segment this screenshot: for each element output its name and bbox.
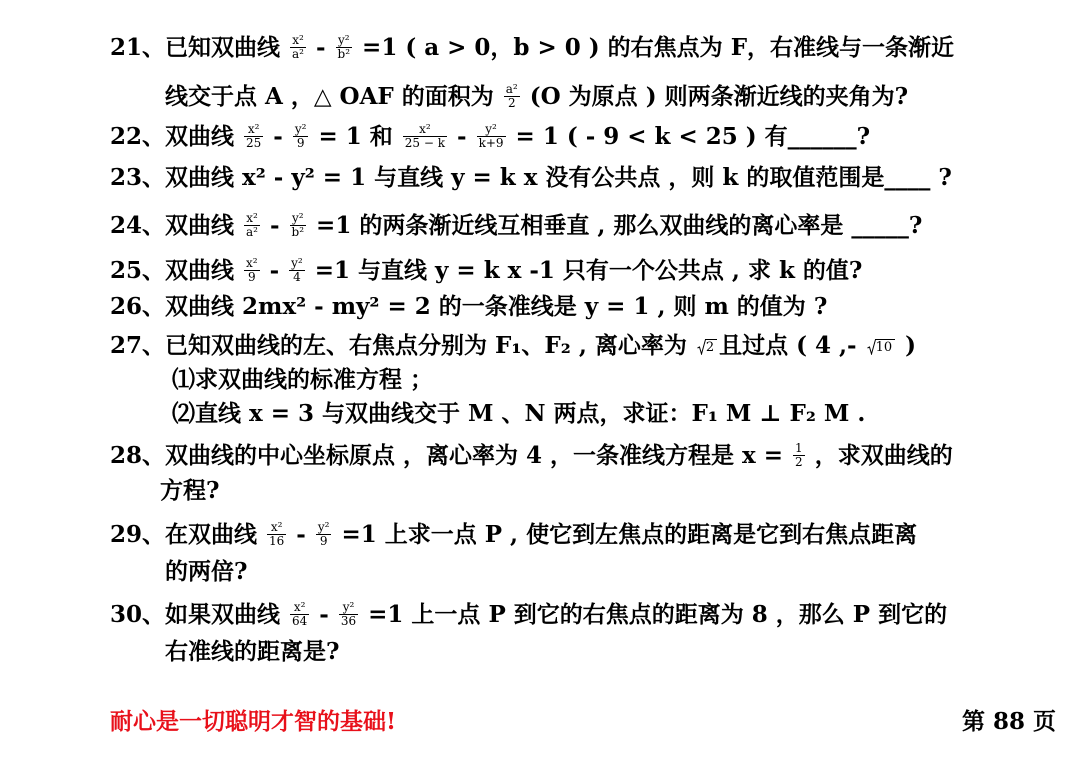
fraction xyxy=(290,34,306,61)
line-text: 28、双曲线的中心坐标原点 ，离心率为 4 ，一条准线方程是 x = xyxy=(110,442,792,469)
fraction-denominator: 25 xyxy=(246,135,262,150)
line-text: 29、在双曲线 xyxy=(110,521,266,548)
fraction-numerator: x² xyxy=(290,34,306,48)
fraction-numerator: y² xyxy=(336,34,353,48)
fraction xyxy=(504,83,520,110)
line-text: =1 与直线 y = k x -1 只有一个公共点 , 求 k 的值? xyxy=(306,257,863,284)
line-text: - xyxy=(265,123,291,150)
square-root xyxy=(697,339,717,355)
fraction xyxy=(339,601,358,628)
problem-30-line xyxy=(110,599,947,631)
fraction-denominator: 9 xyxy=(319,533,328,548)
problem-22-line xyxy=(110,121,870,153)
fraction-denominator: b² xyxy=(337,46,351,61)
fraction xyxy=(316,521,332,548)
line-text: =1 上求一点 P , 使它到左焦点的距离是它到右焦点距离 xyxy=(333,521,918,548)
line-text: 30、如果双曲线 xyxy=(110,601,289,628)
fraction-denominator: 36 xyxy=(340,613,357,628)
line-text: 线交于点 A ，△ OAF 的面积为 xyxy=(165,83,502,110)
problem-29-line xyxy=(110,519,917,551)
problem-27-part-2 xyxy=(172,398,865,430)
problem-29-line-2 xyxy=(165,556,247,588)
fraction-numerator: 1 xyxy=(795,440,803,455)
fraction-denominator: a² xyxy=(246,224,258,239)
fraction xyxy=(244,123,263,150)
line-text: 25、双曲线 xyxy=(110,257,243,284)
fraction-denominator: 9 xyxy=(247,269,256,284)
fraction-numerator: a² xyxy=(505,81,518,96)
fraction-denominator: 9 xyxy=(296,135,305,150)
fraction-numerator: y² xyxy=(477,123,506,137)
line-text: - xyxy=(288,521,314,548)
line-text: 24、双曲线 xyxy=(110,212,243,239)
fraction-numerator: y² xyxy=(294,121,307,136)
fraction-denominator: 4 xyxy=(293,269,301,284)
fraction xyxy=(477,123,506,150)
problem-26-line xyxy=(110,291,827,323)
fraction-numerator: x² xyxy=(246,255,258,270)
fraction-denominator: 2 xyxy=(507,95,516,110)
page-number: 第 88 页 xyxy=(961,708,1056,735)
fraction xyxy=(244,257,260,284)
line-text: =1 ( a > 0，b > 0 ) 的右焦点为 F，右准线与一条渐近 xyxy=(354,34,955,61)
fraction-numerator: x² xyxy=(244,123,263,137)
line-text: = 1 ( - 9 < k < 25 ) 有______? xyxy=(507,123,871,150)
line-text: ⑴求双曲线的标准方程 ； xyxy=(172,366,434,393)
radicand: 10 xyxy=(875,339,896,355)
fraction-denominator: 64 xyxy=(292,613,308,628)
square-root xyxy=(867,339,896,355)
line-text: 且过点 ( 4 ,- xyxy=(719,332,865,359)
fraction-denominator: 25 − k xyxy=(404,135,445,150)
problem-28-line xyxy=(110,440,953,472)
line-text: 23、双曲线 x² - y² = 1 与直线 y = k x 没有公共点 ，则 k 的取值范围是____ ? xyxy=(110,164,952,191)
fraction xyxy=(244,212,260,239)
problem-30-line-2 xyxy=(165,636,339,668)
line-text: (O 为原点 ) 则两条渐近线的夹角为? xyxy=(521,83,909,110)
problem-28-line-2 xyxy=(160,475,219,507)
line-text: 右准线的距离是? xyxy=(165,638,340,665)
fraction-numerator: x² xyxy=(403,123,447,137)
line-text: 21、已知双曲线 xyxy=(110,34,289,61)
line-text: - xyxy=(307,34,334,61)
fraction xyxy=(403,123,447,150)
line-text: 22、双曲线 xyxy=(110,123,243,150)
line-text: 的两倍? xyxy=(165,558,248,585)
line-text: 27、已知双曲线的左、右焦点分别为 F₁、F₂ , 离心率为 xyxy=(110,332,695,359)
problem-24-line xyxy=(110,210,922,242)
fraction-denominator: 2 xyxy=(795,454,803,469)
fraction xyxy=(793,442,805,469)
line-text: 方程? xyxy=(160,477,220,504)
fraction xyxy=(290,601,309,628)
radicand: 2 xyxy=(705,339,717,355)
fraction-numerator: y² xyxy=(339,601,358,615)
line-text: ⑵直线 x = 3 与双曲线交于 M 、N 两点，求证：F₁ M ⊥ F₂ M . xyxy=(172,400,866,427)
line-text: - xyxy=(311,601,337,628)
fraction-numerator: x² xyxy=(244,212,260,226)
fraction xyxy=(290,212,307,239)
problem-27-line xyxy=(110,330,916,362)
problem-27-part-1 xyxy=(172,364,433,396)
line-text: =1 上一点 P 到它的右焦点的距离为 8 ，那么 P 到它的 xyxy=(360,601,948,628)
fraction-denominator: 16 xyxy=(269,533,285,548)
line-text: ) xyxy=(897,332,917,359)
fraction-numerator: y² xyxy=(317,519,330,534)
line-text: = 1 和 xyxy=(310,123,401,150)
fraction-denominator: k+9 xyxy=(478,135,504,150)
fraction xyxy=(289,257,305,284)
problem-21-line-2 xyxy=(165,81,908,113)
fraction-numerator: x² xyxy=(267,521,286,535)
line-text: ，求双曲线的 xyxy=(806,442,953,469)
line-text: 26、双曲线 2mx² - my² = 2 的一条准线是 y = 1 , 则 m 的值为 ? xyxy=(110,293,828,320)
fraction-denominator: b² xyxy=(291,224,305,239)
problem-25-line xyxy=(110,255,862,287)
fraction xyxy=(293,123,309,150)
line-text: - xyxy=(261,257,288,284)
fraction-denominator: a² xyxy=(292,46,304,61)
line-text: - xyxy=(449,123,475,150)
footer-motto: 耐心是一切聪明才智的基础! xyxy=(110,708,397,735)
fraction-numerator: y² xyxy=(290,212,307,226)
fraction-numerator: x² xyxy=(290,601,309,615)
problem-21-line xyxy=(110,32,954,64)
problem-23-line xyxy=(110,162,952,194)
fraction xyxy=(336,34,353,61)
line-text: =1 的两条渐近线互相垂直 , 那么双曲线的离心率是 _____? xyxy=(308,212,923,239)
line-text: - xyxy=(261,212,288,239)
fraction-numerator: y² xyxy=(291,255,303,270)
fraction xyxy=(267,521,286,548)
